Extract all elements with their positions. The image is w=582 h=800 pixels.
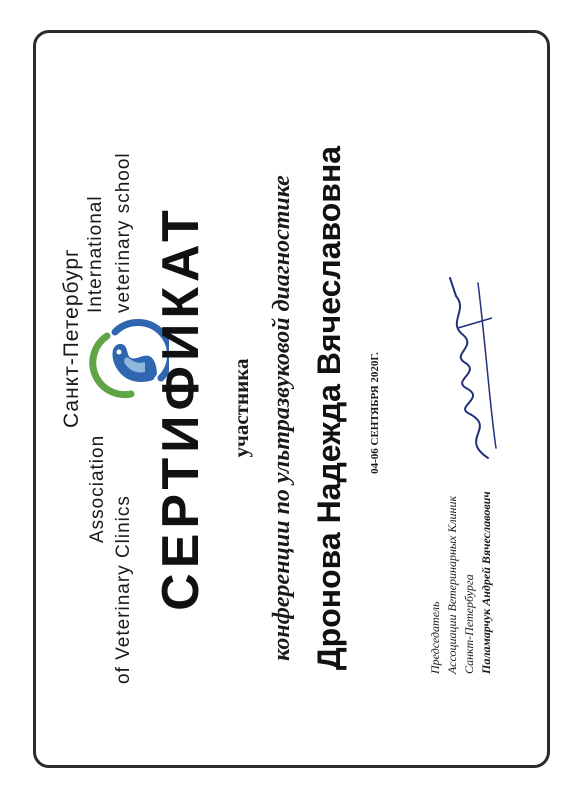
recipient-name: Дронова Надежда Вячеславовна: [311, 145, 347, 671]
certificate-content: [33, 30, 550, 768]
school-name-line2: veterinary school: [113, 152, 134, 313]
event-date: 04-06 СЕНТЯБРЯ 2020Г.: [369, 352, 381, 474]
association-name-line2: of Veterinary Clinics: [113, 495, 134, 684]
signatory-organization: Ассоциации Ветеринарных Клиник: [445, 495, 459, 674]
signatory-position: Председатель: [428, 601, 442, 674]
event-description: конференции по ультразвуковой диагностике: [269, 175, 295, 661]
association-name-line1: Association: [87, 434, 108, 543]
signatory-name: Паламарчук Андрей Вячеславович: [479, 491, 493, 674]
signatory-block: [427, 491, 495, 674]
handwritten-signature: [438, 268, 508, 468]
certificate-role: участника: [229, 358, 253, 458]
certificate-title: СЕРТИФИКАТ: [152, 205, 210, 611]
signatory-city: Санкт-Петербурга: [462, 574, 476, 674]
header-city: Санкт-Петербург: [60, 248, 83, 428]
school-name-line1: International: [85, 195, 106, 313]
